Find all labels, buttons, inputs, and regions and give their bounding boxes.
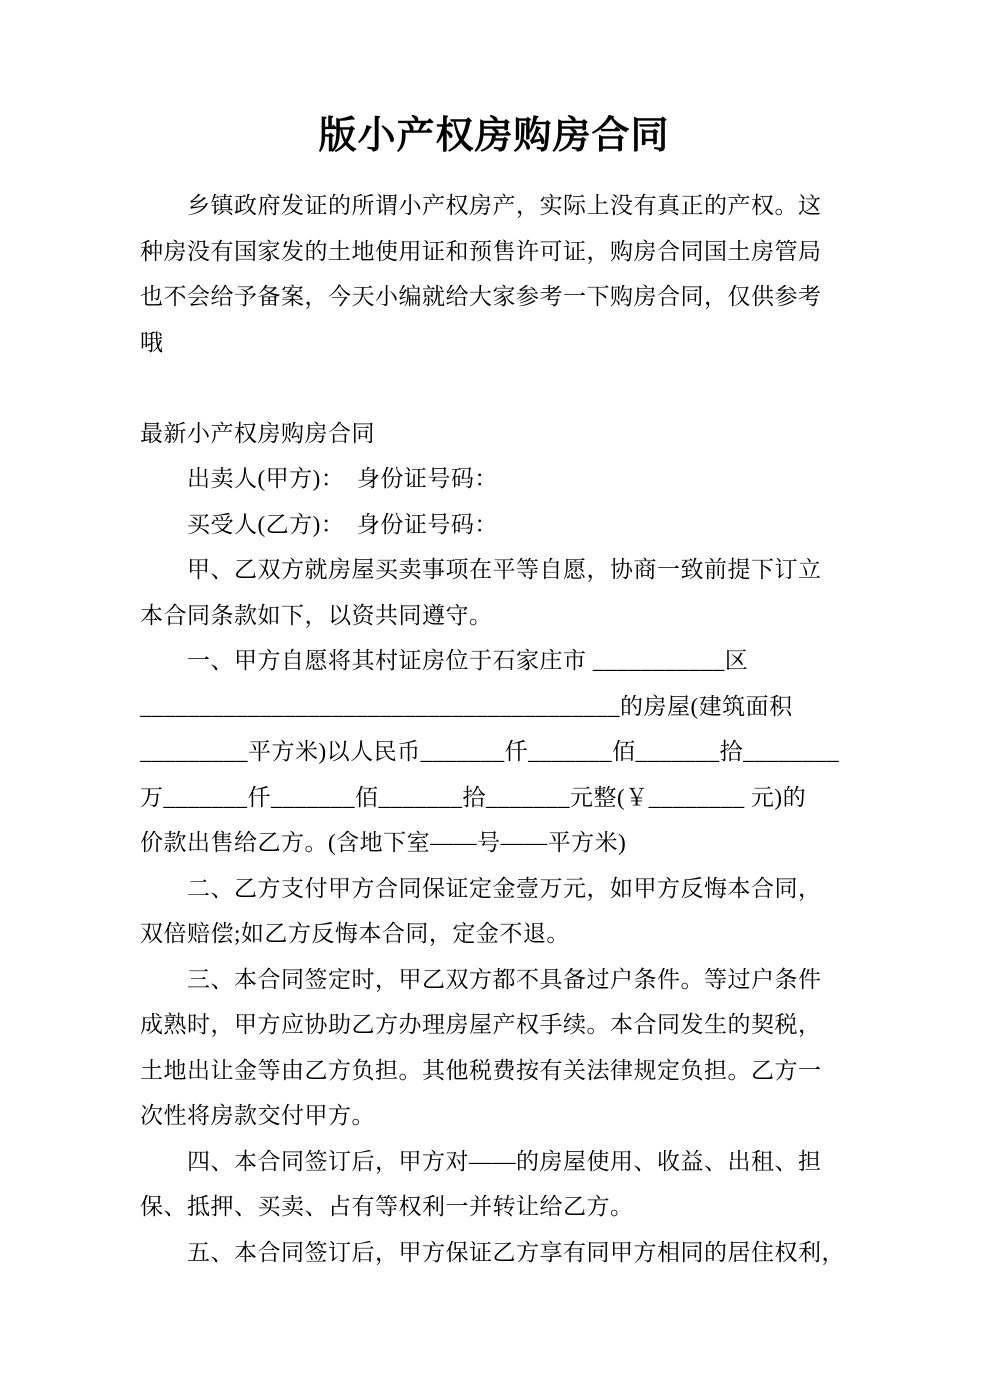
document-body	[140, 183, 940, 1275]
text-line: 四、本合同签订后，甲方对——的房屋使用、收益、出租、担	[140, 1148, 822, 1174]
text-line: 土地出让金等由乙方负担。其他税费按有关法律规定负担。乙方一	[140, 1057, 822, 1083]
text-line: 哦	[140, 329, 164, 355]
text-line: 成熟时，甲方应协助乙方办理房屋产权手续。本合同发生的契税，	[140, 1012, 822, 1037]
text-line: _________平方米)以人民币_______仟_______佰_______拾________	[140, 739, 840, 764]
text-line: ________________________________________的房屋(建筑面积	[140, 693, 793, 719]
text-line: 一、甲方自愿将其村证房位于石家庄市 ___________区	[140, 648, 749, 673]
text-line: 五、本合同签订后，甲方保证乙方享有同甲方相同的居住权利，	[140, 1239, 845, 1265]
document-title: 版小产权房购房合同	[318, 115, 670, 157]
text-line: 次性将房款交付甲方。	[140, 1103, 375, 1128]
text-line: 也不会给予备案，今天小编就给大家参考一下购房合同，仅供参考	[140, 284, 822, 309]
text-line: 本合同条款如下，以资共同遵守。	[140, 602, 493, 628]
text-line: 双倍赔偿;如乙方反悔本合同，定金不退。	[140, 921, 570, 946]
text-line: 二、乙方支付甲方合同保证定金壹万元，如甲方反悔本合同，	[140, 875, 822, 901]
text-line: 保、抵押、买卖、占有等权利一并转让给乙方。	[140, 1194, 634, 1219]
blank-line	[140, 365, 940, 411]
text-line: 万_______仟_______佰_______拾_______元整(￥________ 元)的	[140, 784, 807, 810]
text-line: 种房没有国家发的土地使用证和预售许可证，购房合同国土房管局	[140, 238, 822, 264]
text-line: 甲、乙双方就房屋买卖事项在平等自愿，协商一致前提下订立	[140, 557, 822, 582]
text-line: 最新小产权房购房合同	[140, 420, 375, 446]
text-line: 买受人(乙方)： 身份证号码：	[140, 511, 498, 537]
text-line: 价款出售给乙方。(含地下室——号——平方米)	[140, 830, 627, 855]
text-line: 三、本合同签定时，甲乙双方都不具备过户条件。等过户条件	[140, 966, 822, 992]
text-line: 出卖人(甲方)： 身份证号码：	[140, 466, 498, 491]
text-line: 乡镇政府发证的所谓小产权房产，实际上没有真正的产权。这	[140, 193, 822, 218]
